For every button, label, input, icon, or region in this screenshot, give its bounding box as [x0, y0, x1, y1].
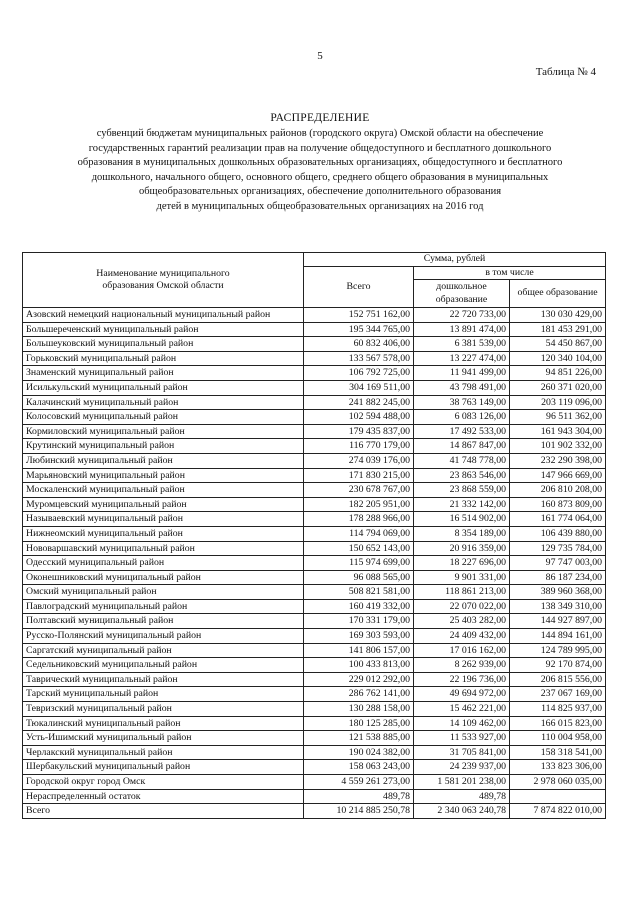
row-preschool: 18 227 696,00: [414, 556, 510, 571]
row-total: 190 024 382,00: [304, 745, 414, 760]
row-preschool: 17 016 162,00: [414, 643, 510, 658]
row-preschool: 8 262 939,00: [414, 658, 510, 673]
table-row: [23, 643, 606, 658]
table-row: [23, 351, 606, 366]
table-label: Таблица № 4: [535, 66, 596, 78]
row-general: 114 825 937,00: [510, 702, 606, 717]
table-row: [23, 308, 606, 323]
row-preschool: 6 381 539,00: [414, 337, 510, 352]
table-row: [23, 541, 606, 556]
table-row: [23, 526, 606, 541]
row-total: 96 088 565,00: [304, 570, 414, 585]
row-general: 101 902 332,00: [510, 439, 606, 454]
row-general: 130 030 429,00: [510, 308, 606, 323]
row-name: Кормиловский муниципальный район: [23, 424, 304, 439]
row-total: 230 678 767,00: [304, 483, 414, 498]
row-preschool: 14 109 462,00: [414, 716, 510, 731]
row-total: 160 419 332,00: [304, 599, 414, 614]
row-preschool: 11 533 927,00: [414, 731, 510, 746]
row-preschool: 22 720 733,00: [414, 308, 510, 323]
row-preschool: 23 863 546,00: [414, 468, 510, 483]
row-name: Азовский немецкий национальный муниципальный район: [23, 308, 304, 323]
row-total: 133 567 578,00: [304, 351, 414, 366]
row-total: 130 288 158,00: [304, 702, 414, 717]
page-number: 5: [317, 50, 323, 62]
subtitle-line: образования в муниципальных дошкольных образовательных организациях, общедоступного и бесплатного: [77, 157, 563, 169]
header-including: в том числе: [414, 266, 606, 280]
row-name: Калачинский муниципальный район: [23, 395, 304, 410]
table-row: [23, 614, 606, 629]
table-row: [23, 556, 606, 571]
row-general: 120 340 104,00: [510, 351, 606, 366]
row-name: Любинский муниципальный район: [23, 453, 304, 468]
row-preschool: 13 891 474,00: [414, 322, 510, 337]
subtitle-line: субвенций бюджетам муниципальных районов (городского округа) Омской области на обеспечение: [96, 128, 544, 139]
row-total: 286 762 141,00: [304, 687, 414, 702]
row-general: 96 511 362,00: [510, 410, 606, 425]
header-sum: Сумма, рублей: [304, 253, 606, 267]
row-preschool: 25 403 282,00: [414, 614, 510, 629]
row-preschool: 38 763 149,00: [414, 395, 510, 410]
header-total: Всего: [304, 266, 414, 308]
subtitle-line: детей в муниципальных общеобразовательных организациях на 2016 год: [156, 200, 484, 212]
row-name: Всего: [23, 804, 304, 819]
row-total: 60 832 406,00: [304, 337, 414, 352]
table-body: [23, 308, 606, 819]
table-row: [23, 395, 606, 410]
row-name: Павлоградский муниципальный район: [23, 599, 304, 614]
row-preschool: 17 492 533,00: [414, 424, 510, 439]
row-general: 206 810 208,00: [510, 483, 606, 498]
row-preschool: 1 581 201 238,00: [414, 775, 510, 790]
row-name: Колосовский муниципальный район: [23, 410, 304, 425]
document-heading: РАСПРЕДЕЛЕНИЕ: [270, 112, 370, 124]
row-general: 124 789 995,00: [510, 643, 606, 658]
subtitle-line: государственных гарантий реализации прав на получение общедоступного и бесплатного дошкольного: [88, 142, 552, 154]
row-preschool: 15 462 221,00: [414, 702, 510, 717]
table-row: [23, 731, 606, 746]
table-row: [23, 672, 606, 687]
row-preschool: 49 694 972,00: [414, 687, 510, 702]
subtitle-line: дошкольного, начального общего, основного общего, среднего общего образования в муниципальных: [91, 171, 549, 183]
row-name: Горьковский муниципальный район: [23, 351, 304, 366]
row-total: 10 214 885 250,78: [304, 804, 414, 819]
row-total: 171 830 215,00: [304, 468, 414, 483]
table-row: [23, 380, 606, 395]
row-general: 158 318 541,00: [510, 745, 606, 760]
row-general: 2 978 060 035,00: [510, 775, 606, 790]
row-total: 274 039 176,00: [304, 453, 414, 468]
table-row: [23, 716, 606, 731]
table-row: [23, 337, 606, 352]
row-general: 206 815 556,00: [510, 672, 606, 687]
table-row: [23, 439, 606, 454]
row-total: 102 594 488,00: [304, 410, 414, 425]
header-preschool: дошкольное образование: [414, 280, 510, 308]
row-preschool: 14 867 847,00: [414, 439, 510, 454]
row-total: 4 559 261 273,00: [304, 775, 414, 790]
row-general: 260 371 020,00: [510, 380, 606, 395]
row-name: Черлакский муниципальный район: [23, 745, 304, 760]
row-total: 141 806 157,00: [304, 643, 414, 658]
row-general: 129 735 784,00: [510, 541, 606, 556]
table-row: [23, 468, 606, 483]
table-header: [23, 253, 606, 308]
table-row: [23, 629, 606, 644]
row-preschool: 22 070 022,00: [414, 599, 510, 614]
row-preschool: 11 941 499,00: [414, 366, 510, 381]
distribution-table: [22, 252, 606, 819]
row-total: 508 821 581,00: [304, 585, 414, 600]
row-total: 229 012 292,00: [304, 672, 414, 687]
row-preschool: 41 748 778,00: [414, 453, 510, 468]
row-preschool: 9 901 331,00: [414, 570, 510, 585]
row-general: 110 004 958,00: [510, 731, 606, 746]
row-name: Усть-Ишимский муниципальный район: [23, 731, 304, 746]
header-name: Наименование муниципального образования Омской области: [23, 253, 304, 308]
row-name: Нераспределенный остаток: [23, 789, 304, 804]
row-general: 94 851 226,00: [510, 366, 606, 381]
row-general: 389 960 368,00: [510, 585, 606, 600]
table-row: [23, 424, 606, 439]
row-preschool: 20 916 359,00: [414, 541, 510, 556]
row-general: [510, 789, 606, 804]
row-total: 304 169 511,00: [304, 380, 414, 395]
row-name: Одесский муниципальный район: [23, 556, 304, 571]
row-total: 116 770 179,00: [304, 439, 414, 454]
row-general: 203 119 096,00: [510, 395, 606, 410]
row-total: 182 205 951,00: [304, 497, 414, 512]
row-total: 152 751 162,00: [304, 308, 414, 323]
row-general: 144 894 161,00: [510, 629, 606, 644]
row-name: Тарский муниципальный район: [23, 687, 304, 702]
row-general: 133 823 306,00: [510, 760, 606, 775]
row-general: 144 927 897,00: [510, 614, 606, 629]
row-preschool: 31 705 841,00: [414, 745, 510, 760]
subtitle-line: общеобразовательных организациях, обеспечение дополнительного образования: [138, 186, 502, 198]
row-total: 170 331 179,00: [304, 614, 414, 629]
row-name: Большеуковский муниципальный район: [23, 337, 304, 352]
row-general: 54 450 867,00: [510, 337, 606, 352]
row-name: Городской округ город Омск: [23, 775, 304, 790]
row-name: Тюкалинский муниципальный район: [23, 716, 304, 731]
table-row: [23, 745, 606, 760]
table-row: [23, 322, 606, 337]
table-row: [23, 483, 606, 498]
row-total: 169 303 593,00: [304, 629, 414, 644]
table-row: [23, 775, 606, 790]
row-preschool: 43 798 491,00: [414, 380, 510, 395]
row-total: 106 792 725,00: [304, 366, 414, 381]
row-name: Знаменский муниципальный район: [23, 366, 304, 381]
row-preschool: 16 514 902,00: [414, 512, 510, 527]
row-total: 178 288 966,00: [304, 512, 414, 527]
row-preschool: 24 409 432,00: [414, 629, 510, 644]
row-general: 106 439 880,00: [510, 526, 606, 541]
row-total: 241 882 245,00: [304, 395, 414, 410]
row-general: 232 290 398,00: [510, 453, 606, 468]
table-row: [23, 658, 606, 673]
row-general: 161 943 304,00: [510, 424, 606, 439]
row-general: 147 966 669,00: [510, 468, 606, 483]
row-name: Тевризский муниципальный район: [23, 702, 304, 717]
row-general: 237 067 169,00: [510, 687, 606, 702]
row-name: Нововаршавский муниципальный район: [23, 541, 304, 556]
row-preschool: 489,78: [414, 789, 510, 804]
row-name: Называевский муниципальный район: [23, 512, 304, 527]
row-name: Крутинский муниципальный район: [23, 439, 304, 454]
row-general: 7 874 822 010,00: [510, 804, 606, 819]
row-name: Седельниковский муниципальный район: [23, 658, 304, 673]
row-total: 180 125 285,00: [304, 716, 414, 731]
row-name: Таврический муниципальный район: [23, 672, 304, 687]
table-row: [23, 512, 606, 527]
table-row: [23, 570, 606, 585]
row-preschool: 6 083 126,00: [414, 410, 510, 425]
table-row: [23, 410, 606, 425]
row-name: Полтавский муниципальный район: [23, 614, 304, 629]
row-name: Омский муниципальный район: [23, 585, 304, 600]
row-general: 92 170 874,00: [510, 658, 606, 673]
row-total: 115 974 699,00: [304, 556, 414, 571]
table-row: [23, 599, 606, 614]
row-preschool: 21 332 142,00: [414, 497, 510, 512]
row-general: 166 015 823,00: [510, 716, 606, 731]
row-total: 195 344 765,00: [304, 322, 414, 337]
row-preschool: 22 196 736,00: [414, 672, 510, 687]
row-preschool: 2 340 063 240,78: [414, 804, 510, 819]
row-general: 181 453 291,00: [510, 322, 606, 337]
row-preschool: 8 354 189,00: [414, 526, 510, 541]
row-name: Марьяновский муниципальный район: [23, 468, 304, 483]
table-row: [23, 585, 606, 600]
row-name: Большереченский муниципальный район: [23, 322, 304, 337]
document-subtitle: [40, 127, 600, 215]
row-general: 97 747 003,00: [510, 556, 606, 571]
row-total: 114 794 069,00: [304, 526, 414, 541]
row-total: 158 063 243,00: [304, 760, 414, 775]
row-name: Саргатский муниципальный район: [23, 643, 304, 658]
table-row: [23, 497, 606, 512]
row-general: 86 187 234,00: [510, 570, 606, 585]
row-name: Русско-Полянский муниципальный район: [23, 629, 304, 644]
table-row: [23, 687, 606, 702]
row-general: 160 873 809,00: [510, 497, 606, 512]
table-row: [23, 702, 606, 717]
row-preschool: 13 227 474,00: [414, 351, 510, 366]
row-total: 100 433 813,00: [304, 658, 414, 673]
row-preschool: 24 239 937,00: [414, 760, 510, 775]
row-name: Шербакульский муниципальный район: [23, 760, 304, 775]
row-total: 489,78: [304, 789, 414, 804]
table-row: [23, 366, 606, 381]
header-general: общее образование: [510, 280, 606, 308]
row-general: 138 349 310,00: [510, 599, 606, 614]
row-name: Нижнеомский муниципальный район: [23, 526, 304, 541]
row-preschool: 118 861 213,00: [414, 585, 510, 600]
row-name: Оконешниковский муниципальный район: [23, 570, 304, 585]
row-total: 179 435 837,00: [304, 424, 414, 439]
row-total: 121 538 885,00: [304, 731, 414, 746]
row-name: Муромцевский муниципальный район: [23, 497, 304, 512]
table-row: [23, 789, 606, 804]
table-row: [23, 760, 606, 775]
row-preschool: 23 868 559,00: [414, 483, 510, 498]
table-row: [23, 453, 606, 468]
row-name: Москаленский муниципальный район: [23, 483, 304, 498]
row-general: 161 774 064,00: [510, 512, 606, 527]
row-total: 150 652 143,00: [304, 541, 414, 556]
row-name: Исилькульский муниципальный район: [23, 380, 304, 395]
table-row: [23, 804, 606, 819]
